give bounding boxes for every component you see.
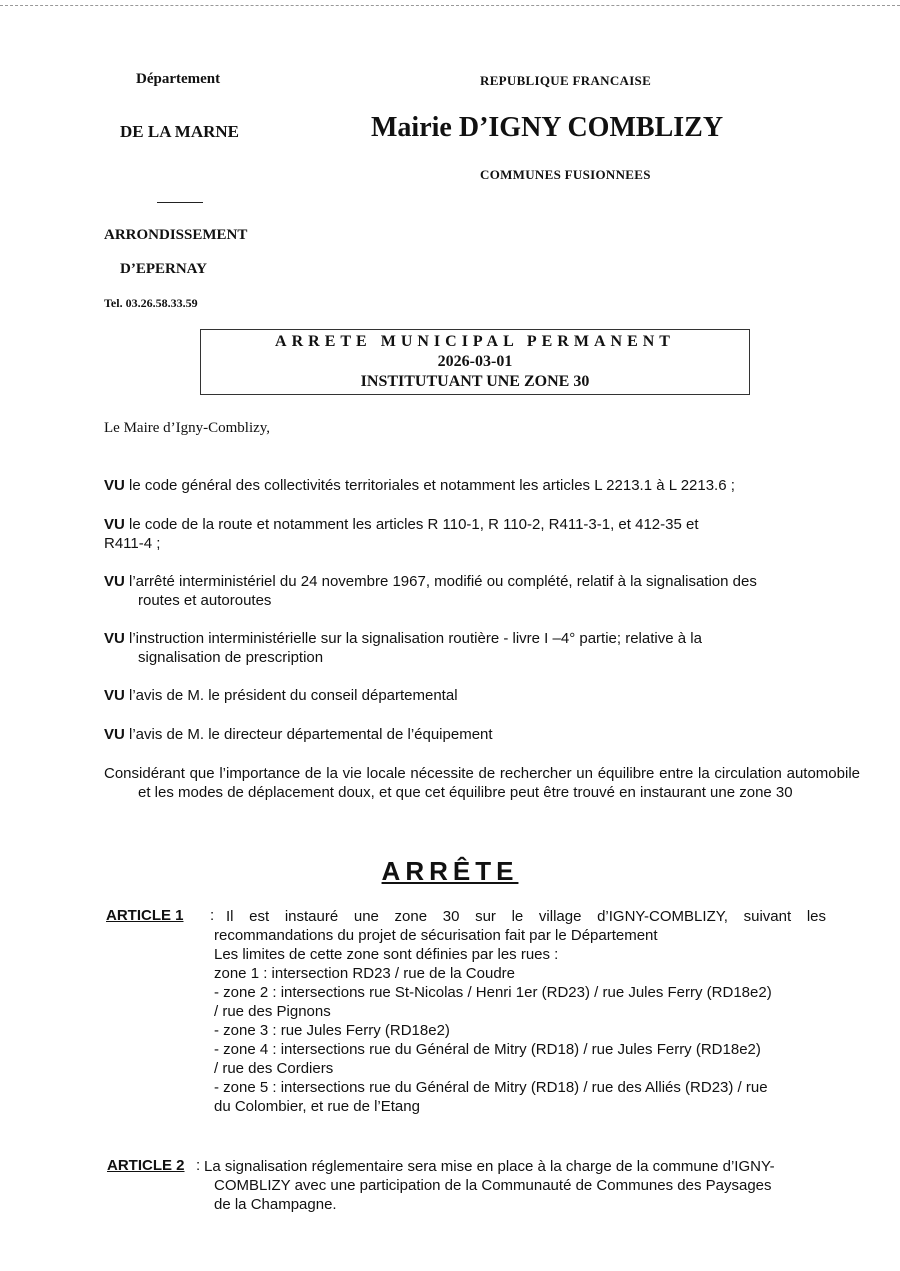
mairie-title: Mairie D’IGNY COMBLIZY (371, 112, 724, 143)
vu-label: VU (104, 687, 125, 704)
departement-label: Département (136, 71, 221, 87)
vu-paragraph (104, 686, 826, 705)
article-2-separator: : (196, 1157, 201, 1174)
vu-text: le code général des collectivités territoriales et notamment les articles L 2213.1 à L 2213.6 ; (129, 477, 735, 494)
article-1-line: - zone 3 : rue Jules Ferry (RD18e2) (214, 1022, 450, 1039)
arrete-heading: ARRÊTE (381, 856, 519, 886)
article-1-line: Les limites de cette zone sont définies par les rues : (214, 946, 559, 963)
article-2-line: de la Champagne. (214, 1196, 337, 1213)
vu-paragraph (104, 572, 826, 610)
article-2-body (204, 1157, 828, 1214)
article-1-line: - zone 2 : intersections rue St-Nicolas / Henri 1er (RD23) / rue Jules Ferry (RD18e2) (214, 984, 772, 1001)
vu-text: l’instruction interministérielle sur la signalisation routière - livre I –4° partie; relative à la (129, 630, 702, 647)
article-1-body (214, 907, 826, 1116)
article-1-label: ARTICLE 1 (106, 907, 184, 924)
article-2-line: La signalisation réglementaire sera mise en place à la charge de la commune d’IGNY- (204, 1158, 775, 1175)
vu-paragraph (104, 725, 826, 744)
telephone: Tel. 03.26.58.33.59 (104, 296, 198, 310)
arrete-title-box (200, 329, 750, 395)
epernay-label: D’EPERNAY (120, 261, 207, 277)
de-la-marne-label: DE LA MARNE (120, 122, 240, 141)
article-1-line: du Colombier, et rue de l’Etang (214, 1098, 420, 1115)
vu-label: VU (104, 726, 125, 743)
vu-label: VU (104, 516, 125, 533)
title-line-3: INSTITUTUANT UNE ZONE 30 (360, 373, 590, 390)
vu-text: l’avis de M. le directeur départemental de l’équipement (129, 726, 493, 743)
vu-text: routes et autoroutes (138, 592, 272, 609)
vu-text: le code de la route et notamment les articles R 110-1, R 110-2, R411-3-1, et 412-35 et (129, 516, 699, 533)
vu-text: signalisation de prescription (138, 649, 324, 666)
vu-paragraph (104, 629, 826, 667)
intro-maire: Le Maire d’Igny-Comblizy, (104, 420, 271, 436)
vu-paragraph (104, 476, 826, 495)
article-1-line: recommandations du projet de sécurisation fait par le Département (214, 927, 658, 944)
vu-text: l’avis de M. le président du conseil départemental (129, 687, 458, 704)
vu-label: VU (104, 630, 125, 647)
top-scan-rule (0, 5, 900, 6)
vu-label: VU (104, 477, 125, 494)
republique-label: REPUBLIQUE FRANCAISE (480, 73, 652, 88)
communes-label: COMMUNES FUSIONNEES (480, 167, 651, 182)
article-2-label: ARTICLE 2 (107, 1157, 185, 1174)
vu-paragraph (104, 515, 826, 553)
article-1-line: - zone 5 : intersections rue du Général de Mitry (RD18) / rue des Alliés (RD23) / rue (214, 1079, 768, 1096)
vu-text: R411-4 ; (104, 535, 161, 552)
title-line-1: ARRETE MUNICIPAL PERMANENT (275, 333, 675, 350)
article-1-separator: : (210, 907, 215, 924)
considerant-paragraph: Considérant que l’importance de la vie locale nécessite de rechercher un équilibre entre la circulation automobile et les modes de déplacement doux, et que cet équilibre peut être trouvé en instaurant une zone 30 (104, 765, 860, 801)
article-1-line: / rue des Cordiers (214, 1060, 334, 1077)
article-1-line: zone 1 : intersection RD23 / rue de la Coudre (214, 965, 516, 982)
vu-label: VU (104, 573, 125, 590)
header-dash (157, 202, 203, 203)
article-1-line: Il est instauré une zone 30 sur le village d’IGNY-COMBLIZY, suivant les (226, 908, 826, 925)
article-1-line: / rue des Pignons (214, 1003, 331, 1020)
article-1-line: - zone 4 : intersections rue du Général de Mitry (RD18) / rue Jules Ferry (RD18e2) (214, 1041, 761, 1058)
title-date: 2026-03-01 (437, 353, 513, 370)
vu-text: l’arrêté interministériel du 24 novembre 1967, modifié ou complété, relatif à la signalisation des (129, 573, 757, 590)
arrondissement-label: ARRONDISSEMENT (104, 227, 248, 243)
article-2-line: COMBLIZY avec une participation de la Communauté de Communes des Paysages (214, 1177, 772, 1194)
